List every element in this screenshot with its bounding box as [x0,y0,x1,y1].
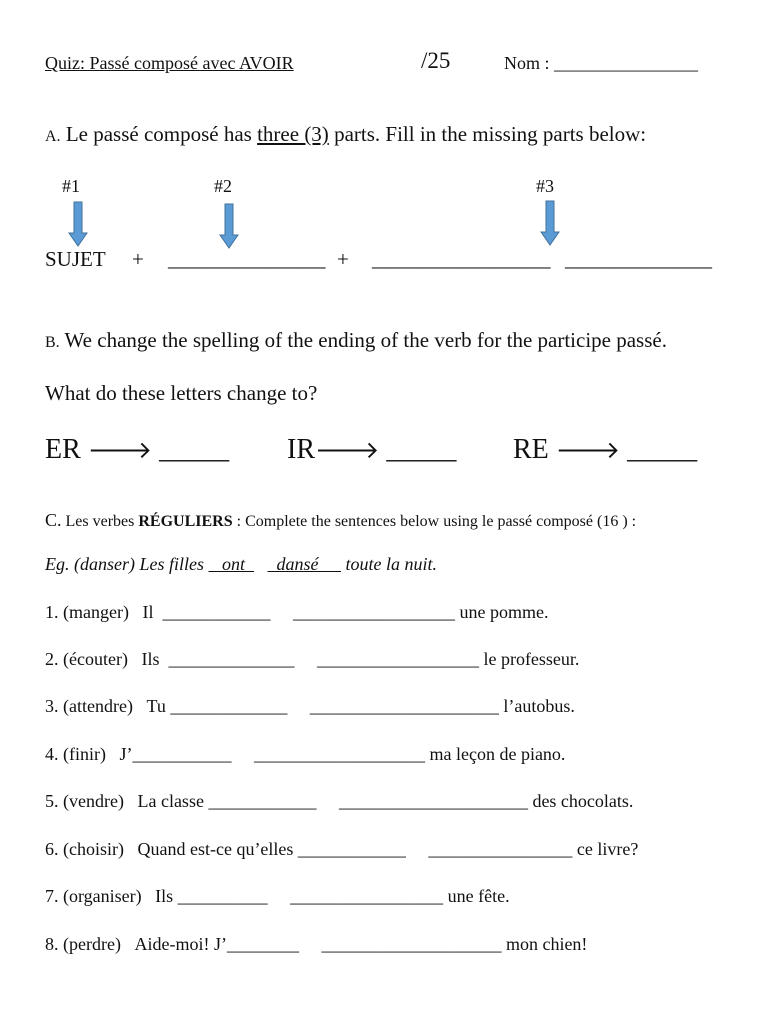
ending-re[interactable] [513,434,697,466]
sentence-ending: ce livre? [576,839,639,859]
section-a-text-underlined: three (3) [257,122,329,146]
sentence-ending: une pomme. [459,602,549,622]
sentence-number: 8. [45,934,59,954]
sentence-row [45,649,579,670]
sentence-row [45,696,575,717]
answer-blank-aux[interactable]: ____________ [297,839,406,859]
section-c-intro-bold: RÉGULIERS [138,513,233,530]
formula-blank-3[interactable]: ______________ [565,247,712,271]
section-c-intro-pre: Les verbes [61,513,139,530]
sentence-subject: J’ [119,744,133,764]
sentence-ending: l’autobus. [503,696,575,716]
formula-sujet: SUJET [45,247,106,271]
answer-blank-aux[interactable]: ________ [226,934,299,954]
answer-blank-aux[interactable]: _____________ [170,696,288,716]
sentence-row [45,934,587,955]
formula-plus-2: + [337,247,349,271]
sentence-ending: une fête. [447,886,510,906]
answer-blank-aux[interactable]: ______________ [168,649,295,669]
formula-blank-1[interactable]: _______________ [168,247,326,271]
sentence-verb: (attendre) [63,696,133,716]
sentence-subject: Tu [146,696,166,716]
section-c-letter: C. [45,510,62,530]
ending-ir-label: IR [287,434,315,465]
quiz-title [45,53,294,74]
sentence-number: 6. [45,839,59,859]
section-a-prompt [45,122,646,147]
sentence-ending: ma leçon de piano. [429,744,566,764]
answer-blank-participle[interactable]: ___________________ [253,744,425,764]
sentence-number: 5. [45,791,59,811]
ending-ir[interactable] [287,434,456,466]
sentence-subject: Aide-moi! J’ [134,934,227,954]
example-participle: dansé [276,554,319,574]
answer-blank-participle[interactable]: _________________ [290,886,444,906]
section-a-text-pre: Le passé composé has [60,122,258,146]
sentence-number: 1. [45,602,59,622]
answer-blank-aux[interactable]: ____________ [162,602,271,622]
right-arrow-icon: 🡒 [555,436,621,464]
right-arrow-icon: 🡒 [87,436,153,464]
sentence-row [45,602,548,623]
section-c-intro [45,510,636,531]
formula-plus-1: + [132,247,144,271]
name-field[interactable] [504,53,698,74]
sentence-number: 4. [45,744,59,764]
section-b-text: We change the spelling of the ending of the verb for the participe passé. [59,328,667,352]
section-a-letter: A. [45,128,61,145]
sentence-subject: Ils [141,649,160,669]
down-arrow-icon [540,200,560,246]
answer-blank-participle[interactable]: _____________________ [309,696,499,716]
sentence-row [45,839,638,860]
answer-blank-aux[interactable]: ____________ [208,791,317,811]
sentence-verb: (organiser) [63,886,142,906]
ending-er[interactable] [45,434,229,466]
example-aux: ont [222,554,246,574]
sentence-number: 7. [45,886,59,906]
sentence-subject: La classe [137,791,204,811]
score: /25 [421,48,451,73]
sentence-number: 2. [45,649,59,669]
sentence-verb: (perdre) [63,934,121,954]
ending-ir-blank[interactable]: _____ [386,434,457,465]
sentence-verb: (vendre) [63,791,124,811]
part-label-3: #3 [536,176,554,196]
answer-blank-participle[interactable]: __________________ [316,649,479,669]
part-label-1: #1 [62,176,80,196]
example-prefix: Eg. (danser) Les filles [45,554,209,574]
section-b-letter: B. [45,334,60,351]
down-arrow-icon [219,203,239,249]
sentence-subject: Quand est-ce qu’elles [137,839,294,859]
sentence-subject: Ils [155,886,174,906]
formula-blank-2[interactable]: _________________ [372,247,551,271]
section-c-intro-post: : Complete the sentences below using le passé composé (16 ) : [232,513,637,530]
name-blank[interactable]: ________________ [554,53,699,73]
sentence-ending: le professeur. [483,649,580,669]
answer-blank-aux[interactable]: ___________ [132,744,232,764]
example-sentence [45,554,437,575]
sentence-subject: Il [142,602,154,622]
quiz-title-text: Quiz: Passé composé avec AVOIR [45,53,294,73]
sentence-verb: (écouter) [63,649,128,669]
sentence-row [45,886,510,907]
section-b-question: What do these letters change to? [45,381,318,405]
sentence-ending: des chocolats. [532,791,634,811]
answer-blank-participle[interactable]: ____________________ [321,934,502,954]
sentence-ending: mon chien! [505,934,588,954]
ending-re-label: RE [513,434,556,465]
sentence-verb: (choisir) [63,839,124,859]
ending-er-label: ER [45,434,88,465]
ending-er-blank[interactable]: _____ [159,434,230,465]
answer-blank-participle[interactable]: _____________________ [338,791,528,811]
answer-blank-participle[interactable]: ________________ [428,839,573,859]
sentence-row [45,791,633,812]
name-label: Nom : [504,53,550,73]
down-arrow-icon [68,201,88,247]
answer-blank-participle[interactable]: __________________ [292,602,455,622]
sentence-verb: (finir) [63,744,106,764]
section-a-text-post: parts. Fill in the missing parts below: [328,122,647,146]
right-arrow-icon: 🡒 [315,436,380,464]
ending-re-blank[interactable]: _____ [627,434,698,465]
part-label-2: #2 [214,176,232,196]
sentence-row [45,744,565,765]
section-b-prompt [45,328,667,353]
example-suffix: toute la nuit. [341,554,438,574]
answer-blank-aux[interactable]: __________ [177,886,268,906]
sentence-number: 3. [45,696,59,716]
sentence-verb: (manger) [63,602,129,622]
